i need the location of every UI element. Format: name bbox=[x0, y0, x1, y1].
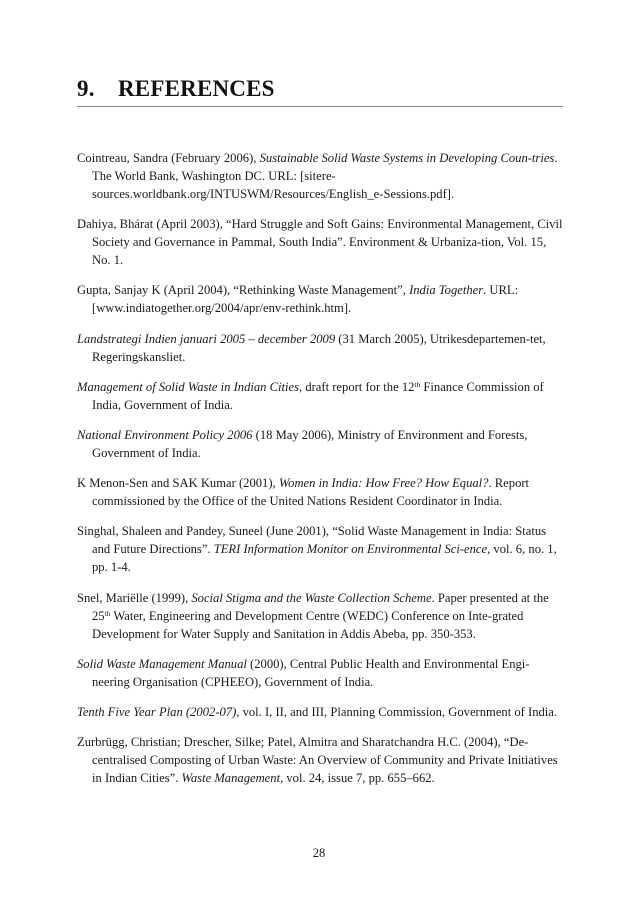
superscript: th bbox=[104, 608, 111, 618]
reference-entry bbox=[77, 426, 563, 462]
reference-title: Management of Solid Waste in Indian Cities bbox=[77, 379, 300, 394]
reference-entry bbox=[77, 378, 563, 414]
reference-text: . Paper presented at the 25 bbox=[92, 590, 549, 623]
reference-text: Gupta, Sanjay K (April 2004), “Rethinking Waste Management”, bbox=[77, 283, 410, 298]
reference-title: Sustainable Solid Waste Systems in Developing Coun-tries bbox=[259, 151, 555, 165]
reference-text: (2000), Central Public Health and Environmental Engi-neering Organisation (CPHEEO), Government of India. bbox=[92, 656, 530, 689]
reference-title: Waste Management bbox=[181, 771, 281, 786]
reference-title: Social Stigma and the Waste Collection Scheme bbox=[191, 590, 432, 605]
reference-title: India Together bbox=[409, 283, 484, 298]
section-number: 9. bbox=[77, 76, 95, 101]
reference-list bbox=[77, 149, 563, 799]
reference-text: Singhal, Shaleen and Pandey, Suneel (June 2001), “Solid Waste Management in India: Status and Future Directions”. bbox=[77, 524, 547, 557]
reference-text: , vol. I, II, and III, Planning Commission, Government of India. bbox=[236, 704, 558, 719]
reference-entry bbox=[77, 522, 563, 576]
reference-entry bbox=[77, 149, 563, 203]
reference-entry bbox=[77, 281, 563, 317]
reference-entry bbox=[77, 589, 563, 643]
reference-text: , vol. 24, issue 7, pp. 655–662. bbox=[280, 771, 435, 786]
reference-entry bbox=[77, 703, 563, 721]
reference-entry bbox=[77, 330, 563, 366]
reference-entry bbox=[77, 215, 563, 269]
reference-entry bbox=[77, 733, 563, 787]
reference-text: Dahiya, Bhárat (April 2003), “Hard Struggle and Soft Gains: Environmental Management, Civil Society and Governance in Pammal, South India”. Environment & Urbaniza-tion, Vol. 15, No. 1. bbox=[77, 217, 563, 268]
reference-text: Finance Commission of India, Government of India. bbox=[92, 379, 544, 412]
reference-title: Women in India: How Free? How Equal? bbox=[278, 476, 489, 491]
page-number: 28 bbox=[312, 846, 326, 860]
reference-text: Snel, Mariëlle (1999), bbox=[77, 590, 192, 605]
section-title: REFERENCES bbox=[118, 76, 275, 101]
reference-text: (31 March 2005), Utrikesdepartemen-tet, Regeringskansliet. bbox=[92, 331, 546, 364]
section-heading bbox=[77, 76, 563, 102]
reference-title: Tenth Five Year Plan (2002-07) bbox=[77, 704, 237, 719]
superscript: th bbox=[414, 379, 421, 389]
reference-entry bbox=[77, 474, 563, 510]
reference-text: . The World Bank, Washington DC. URL: [sitere-sources.worldbank.org/INTUSWM/Resources/English_e-Sessions.pdf]. bbox=[92, 151, 558, 201]
reference-title: TERI Information Monitor on Environmental Sci-ence bbox=[213, 542, 488, 557]
reference-text: . URL: [www.indiatogether.org/2004/apr/env-rethink.htm]. bbox=[92, 283, 519, 316]
reference-text: Cointreau, Sandra (February 2006), bbox=[77, 151, 260, 165]
reference-text: , draft report for the 12 bbox=[299, 379, 415, 394]
reference-title: National Environment Policy 2006 bbox=[77, 427, 253, 442]
reference-text: Water, Engineering and Development Centre (WEDC) Conference on Inte-grated Development for Water Supply and Sanitation in Addis Abeba, pp. 350-353. bbox=[92, 608, 524, 641]
heading-divider bbox=[77, 106, 563, 107]
reference-text: K Menon-Sen and SAK Kumar (2001), bbox=[77, 476, 279, 491]
reference-title: Landstrategi Indien januari 2005 – december 2009 bbox=[77, 331, 336, 346]
reference-title: Solid Waste Management Manual bbox=[77, 656, 247, 671]
reference-text: . Report commissioned by the Office of the United Nations Resident Coordinator in India. bbox=[92, 476, 530, 509]
reference-text: Zurbrügg, Christian; Drescher, Silke; Patel, Almitra and Sharatchandra H.C. (2004), “De-centralised Composting of Urban Waste: An Overview of Community and Private Initiatives in Indian Cities”. bbox=[77, 735, 558, 786]
reference-text: , vol. 6, no. 1, pp. 1-4. bbox=[92, 542, 557, 575]
reference-text: (18 May 2006), Ministry of Environment and Forests, Government of India. bbox=[92, 427, 528, 460]
reference-entry bbox=[77, 655, 563, 691]
